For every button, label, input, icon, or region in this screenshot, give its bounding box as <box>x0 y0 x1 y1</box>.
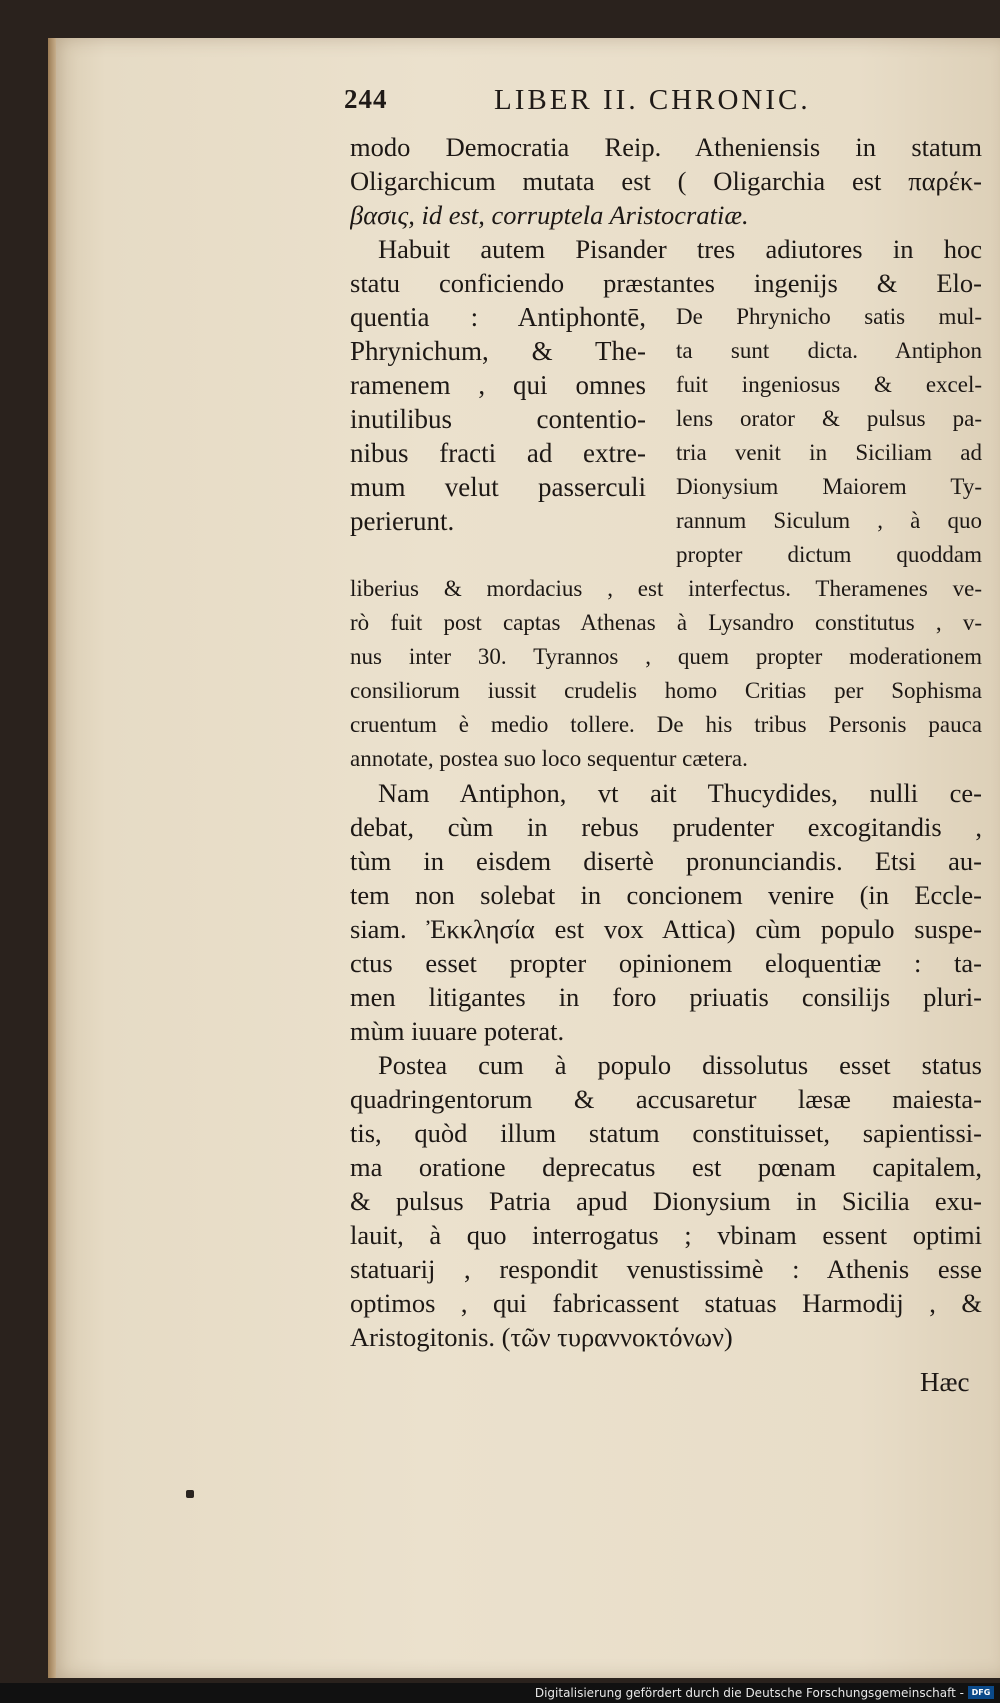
right-column-note <box>676 300 982 572</box>
note-line: ta sunt dicta. Antiphon <box>676 338 982 363</box>
text-line: Phrynichum, & The- <box>350 336 646 366</box>
text-line: ramenem , qui omnes <box>350 370 646 400</box>
paragraph-2 <box>350 232 982 776</box>
text-line: ctus esset propter opinionem eloquentiæ : ta- <box>350 948 982 978</box>
digitization-credit: Digitalisierung gefördert durch die Deutsche Forschungsgemeinschaft - <box>534 1686 964 1700</box>
note-line: lens orator & pulsus pa- <box>676 406 982 431</box>
note-line: liberius & mordacius , est interfectus. Theramenes ve- <box>350 576 982 601</box>
note-line: propter dictum quoddam <box>676 542 982 567</box>
note-line: annotate, postea suo loco sequentur cætera. <box>350 746 748 771</box>
text-line: Oligarchicum mutata est ( Oligarchia est παρέκ- <box>350 166 982 196</box>
note-line: tria venit in Siciliam ad <box>676 440 982 465</box>
two-column-section <box>350 300 982 572</box>
text-line: & pulsus Patria apud Dionysium in Sicilia exu- <box>350 1186 982 1216</box>
text-line: βασις, id est, corruptela Aristocratiæ. <box>350 200 749 230</box>
text-line: tis, quòd illum statum constituisset, sapientissi- <box>350 1118 982 1148</box>
note-line: rannum Siculum , à quo <box>676 508 982 533</box>
text-line: debat, cùm in rebus prudenter excogitandis , <box>350 812 982 842</box>
text-line: Postea cum à populo dissolutus esset status <box>378 1050 982 1080</box>
text-line: tùm in eisdem disertè pronunciandis. Etsi au- <box>350 846 982 876</box>
left-column <box>350 300 646 538</box>
text-line: tem non solebat in concionem venire (in Eccle- <box>350 880 982 910</box>
text-line: statuarij , respondit venustissimè : Athenis esse <box>350 1254 982 1284</box>
paragraph-1 <box>350 130 982 232</box>
text-line: men litigantes in foro priuatis consilijs pluri- <box>350 982 982 1012</box>
text-line: perierunt. <box>350 506 455 536</box>
text-line: mùm iuuare poterat. <box>350 1016 565 1046</box>
text-line: mum velut passerculi <box>350 472 646 502</box>
note-line: rò fuit post captas Athenas à Lysandro constitutus , v- <box>350 610 982 635</box>
page-header <box>344 84 864 124</box>
ink-spot <box>186 1490 194 1498</box>
text-line: optimos , qui fabricassent statuas Harmodij , & <box>350 1288 982 1318</box>
text-line: modo Democratia Reip. Atheniensis in statum <box>350 132 982 162</box>
note-line: consiliorum iussit crudelis homo Critias per Sophisma <box>350 678 982 703</box>
note-line: nus inter 30. Tyrannos , quem propter moderationem <box>350 644 982 669</box>
text-line: inutilibus contentio- <box>350 404 646 434</box>
note-line: De Phrynicho satis mul- <box>676 304 982 329</box>
page-number: 244 <box>344 84 388 114</box>
note-line: Dionysium Maiorem Ty- <box>676 474 982 499</box>
note-continuation <box>350 572 982 776</box>
text-line: nibus fracti ad extre- <box>350 438 646 468</box>
text-line: Aristogitonis. (τῶν τυραννοκτόνων) <box>350 1322 733 1352</box>
text-line: statu conficiendo præstantes ingenijs & Elo- <box>350 268 982 298</box>
text-line: siam. Ἐκκλησία est vox Attica) cùm populo suspe- <box>350 914 982 944</box>
text-line: quadringentorum & accusaretur læsæ maiesta- <box>350 1084 982 1114</box>
text-line: Nam Antiphon, vt ait Thucydides, nulli ce- <box>378 778 982 808</box>
text-line: Habuit autem Pisander tres adiutores in hoc <box>378 234 982 264</box>
dfg-logo: DFG <box>968 1686 994 1699</box>
main-text <box>350 130 982 1354</box>
text-line: lauit, à quo interrogatus ; vbinam essent optimi <box>350 1220 982 1250</box>
note-line: fuit ingeniosus & excel- <box>676 372 982 397</box>
text-line: ma oratione deprecatus est pœnam capitalem, <box>350 1152 982 1182</box>
note-line: cruentum è medio tollere. De his tribus Personis pauca <box>350 712 982 737</box>
paragraph-3 <box>350 776 982 1048</box>
running-head: LIBER II. CHRONIC. <box>494 84 811 116</box>
page-edge <box>48 38 56 1678</box>
text-line: quentia : Antiphontē, <box>350 302 646 332</box>
paragraph-4 <box>350 1048 982 1354</box>
catchword: Hæc <box>920 1367 970 1397</box>
